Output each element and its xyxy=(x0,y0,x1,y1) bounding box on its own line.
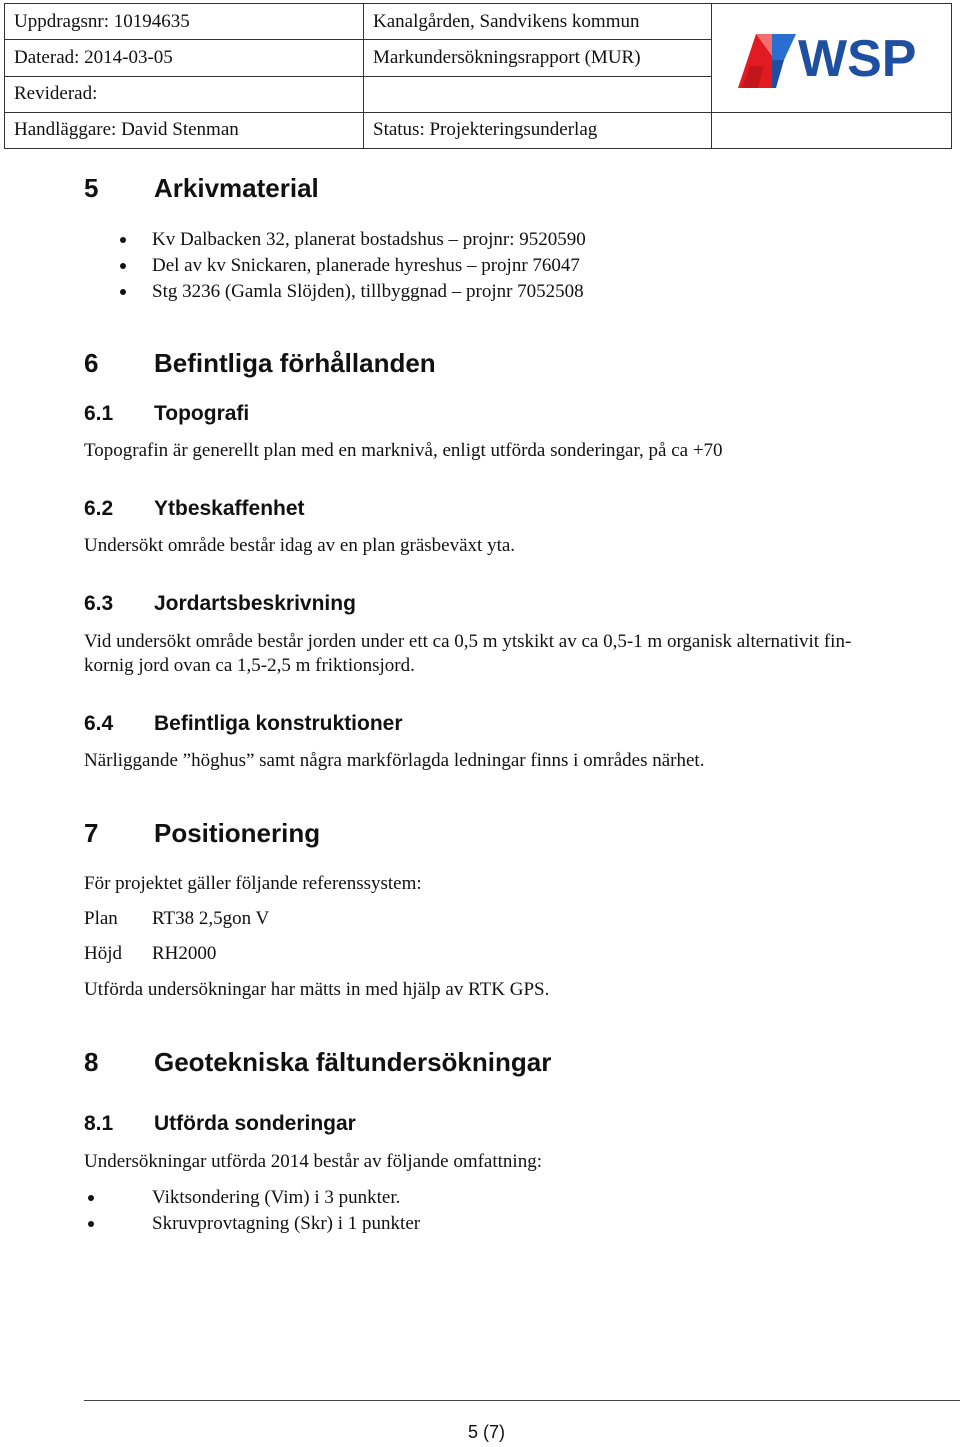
section-title: Arkivmaterial xyxy=(154,172,319,203)
subsection-number: 6.1 xyxy=(84,402,114,425)
section-number: 6 xyxy=(84,347,99,378)
height-system-row xyxy=(84,941,216,967)
subsection-number: 6.2 xyxy=(84,497,114,520)
section-number: 7 xyxy=(84,817,99,848)
project-number: Uppdragsnr: 10194635 xyxy=(5,4,364,40)
soundings-intro: Undersökningar utförda 2014 består av följande omfattning: xyxy=(84,1151,542,1172)
soil-text-line-1: Vid undersökt område består jorden under ett ca 0,5 m ytskikt av ca 0,5-1 m organisk alternativit fin- xyxy=(84,631,852,652)
list-item: Stg 3236 (Gamla Slöjden), tillbyggnad – projnr 7052508 xyxy=(84,279,586,305)
subsection-title: Utförda sonderingar xyxy=(154,1112,356,1135)
subsection-number: 6.4 xyxy=(84,712,114,735)
handler-field: Handläggare: David Stenman xyxy=(5,112,364,148)
subsection-number: 6.3 xyxy=(84,592,114,615)
height-label: Höjd xyxy=(84,943,122,964)
soundings-list xyxy=(84,1185,420,1237)
plan-label: Plan xyxy=(84,908,118,929)
positioning-intro: För projektet gäller följande referenssystem: xyxy=(84,873,422,894)
section-title: Positionering xyxy=(154,817,321,848)
project-location: Kanalgården, Sandvikens kommun xyxy=(364,4,712,40)
list-item: Viktsondering (Vim) i 3 punkter. xyxy=(84,1185,420,1211)
archive-list xyxy=(84,227,586,305)
date-field: Daterad: 2014-03-05 xyxy=(5,40,364,76)
list-item: Del av kv Snickaren, planerade hyreshus – projnr 76047 xyxy=(84,253,586,279)
status-field: Status: Projekteringsunderlag xyxy=(364,112,712,148)
subsection-number: 8.1 xyxy=(84,1112,114,1135)
section-7-heading xyxy=(84,817,320,849)
bullet-icon xyxy=(88,1195,94,1201)
page-number: 5 (7) xyxy=(468,1422,506,1442)
revised-field: Reviderad: xyxy=(5,76,364,112)
plan-value: RT38 2,5gon V xyxy=(152,908,270,929)
topography-text: Topografin är generellt plan med en marknivå, enligt utförda sonderingar, på ca +70 xyxy=(84,440,723,461)
document-header-table xyxy=(4,3,952,149)
subsection-title: Befintliga konstruktioner xyxy=(154,712,403,735)
subsection-6-3-heading xyxy=(84,590,356,618)
bullet-icon xyxy=(120,263,126,269)
section-8-heading xyxy=(84,1046,551,1078)
section-title: Geotekniska fältundersökningar xyxy=(154,1046,552,1077)
soil-text xyxy=(84,630,946,678)
list-item: Kv Dalbacken 32, planerat bostadshus – projnr: 9520590 xyxy=(84,227,586,253)
wsp-logo-text: WSP xyxy=(797,29,916,88)
subsection-6-2-heading xyxy=(84,495,305,523)
subsection-title: Topografi xyxy=(154,402,250,425)
subsection-title: Ytbeskaffenhet xyxy=(154,497,305,520)
header-empty-cell xyxy=(364,76,712,112)
footer-divider xyxy=(84,1400,960,1401)
section-6-heading xyxy=(84,347,436,379)
bullet-icon xyxy=(120,289,126,295)
section-number: 5 xyxy=(84,172,99,203)
height-value: RH2000 xyxy=(152,943,217,964)
section-number: 8 xyxy=(84,1046,99,1077)
surface-text: Undersökt område består idag av en plan gräsbeväxt yta. xyxy=(84,535,516,556)
bullet-icon xyxy=(120,237,126,243)
constructions-text: Närliggande ”höghus” samt några markförlagda ledningar finns i områdes närhet. xyxy=(84,750,705,771)
subsection-8-1-heading xyxy=(84,1110,356,1138)
subsection-6-1-heading xyxy=(84,400,249,428)
plan-system-row xyxy=(84,906,269,932)
logo-cell xyxy=(712,4,952,113)
list-item: Skruvprovtagning (Skr) i 1 punkter xyxy=(84,1211,420,1237)
positioning-outro: Utförda undersökningar har mätts in med hjälp av RTK GPS. xyxy=(84,979,550,1000)
section-title: Befintliga förhållanden xyxy=(154,347,436,378)
section-5-heading xyxy=(84,172,319,204)
wsp-logo xyxy=(736,26,928,90)
subsection-6-4-heading xyxy=(84,710,403,738)
report-type: Markundersökningsrapport (MUR) xyxy=(364,40,712,76)
subsection-title: Jordartsbeskrivning xyxy=(154,592,356,615)
header-empty-cell-2 xyxy=(712,112,952,148)
soil-text-line-2: kornig jord ovan ca 1,5-2,5 m friktionsjord. xyxy=(84,655,415,676)
bullet-icon xyxy=(88,1221,94,1227)
